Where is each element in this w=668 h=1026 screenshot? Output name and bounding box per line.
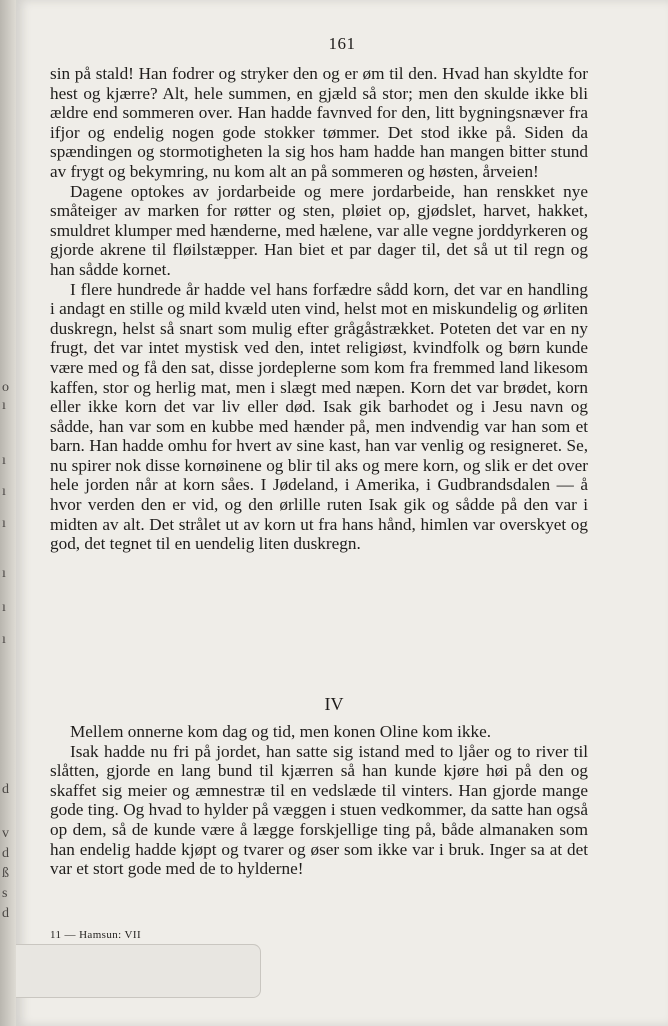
gutter-fragment: ı [2, 398, 6, 413]
paragraph: I flere hundrede år hadde vel hans forfædre sådd korn, det var en handling i andagt en stille og mild kvæld uten vind, helst mot en miskundelig og ørliten duskregn, helst så snart som mulig efter grågåstrækket. Poteten det var en ny frugt, det var intet mystisk ved den, intet religiøst, kvindfolk og børn kunde være med og få den sat, disse jordeplerne som kom fra fremmed land likesom kaffen, stor og herlig mat, men i slægt med næpen. Korn det var brødet, korn eller ikke korn det var liv eller død. Isak gik barhodet og i Jesu navn og sådde, han var som en kubbe med hænder på, men indvendig var han som et barn. Han hadde omhu for hvert av sine kast, han var venlig og resigneret. Se, nu spirer nok disse kornøinene og blir til aks og mere korn, og slik er det over hele jorden når at korn såes. I Jødeland, i Amerika, i Gudbrandsdalen — å hvor verden den er vid, og den ørlille ruten Isak gik og sådde på den var i midten av alt. Det strålet ut av korn ut fra hans hånd, himlen var overskyet og god, det tegnet til en uendelig liten duskregn. [50, 279, 589, 554]
paragraph: sin på stald! Han fodrer og stryker den og er øm til den. Hvad han skyldte for hest og kjærre? Alt, hele summen, en gjæld så stor; men den skulde ikke bli ældre end sommeren over. Han hadde favnved for den, litt bygningsnæver fra ifjor og endelig nogen gode stokker tømmer. Det stod ikke på. Siden da spændingen og stormotigheten la sig hos ham hadde han mangen bitter stund av frygt og bekymring, nu kom alt an på sommeren og høsten, årveien! [50, 64, 588, 181]
gutter-fragment: s [2, 886, 8, 901]
paragraph: Mellem onnerne kom dag og tid, men konen Oline kom ikke. [70, 722, 492, 741]
facing-page-gutter [0, 0, 16, 1026]
gutter-fragment: ı [2, 484, 6, 499]
footer-signature: 11 — Hamsun: VII [50, 929, 142, 941]
paragraph: Isak hadde nu fri på jordet, han satte sig istand med to ljåer og to river til slåtten, gjorde en lang bund til kjærren så han kunde kjøre høi på den og skaffet sig meier og æmnestræ til en vedslæde til vinters. Han gjorde mange gode ting. Og hvad to hylder på væggen i stuen vedkommer, da satte han også op dem, så de kunde være å lægge forskjellige ting på, både almanaken som han endelig hadde kjøpt og tvarer og øser som ikke var i bruk. Inger sa at det var et stort gode med de to hylderne! [50, 741, 588, 879]
gutter-fragment: o [2, 380, 9, 395]
gutter-fragment: ı [2, 632, 6, 647]
text-block-1 [50, 64, 588, 554]
text-block-2 [50, 722, 588, 879]
page-number: 161 [328, 34, 356, 53]
library-label-stamp [16, 944, 261, 998]
paragraph: Dagene optokes av jordarbeide og mere jordarbeide, han renskket nye småteiger av marken for røtter og sten, pløiet op, gjødslet, harvet, hakket, smuldret klumper med hænderne, med hælene, var alle vegne jorddyrkeren og gjorde akrene til fløilstæpper. Han biet et par dager til, det så ut til regn og han sådde kornet. [50, 181, 588, 279]
gutter-fragment: d [2, 782, 9, 797]
gutter-fragment: ı [2, 566, 6, 581]
gutter-fragment: ı [2, 516, 6, 531]
gutter-fragment: ß [2, 866, 9, 881]
gutter-fragment: d [2, 906, 9, 921]
gutter-fragment: ı [2, 600, 6, 615]
gutter-fragment: ı [2, 453, 6, 468]
gutter-fragment: d [2, 846, 9, 861]
gutter-fragment: v [2, 826, 9, 841]
book-page [16, 0, 668, 1026]
chapter-heading: IV [324, 694, 344, 714]
